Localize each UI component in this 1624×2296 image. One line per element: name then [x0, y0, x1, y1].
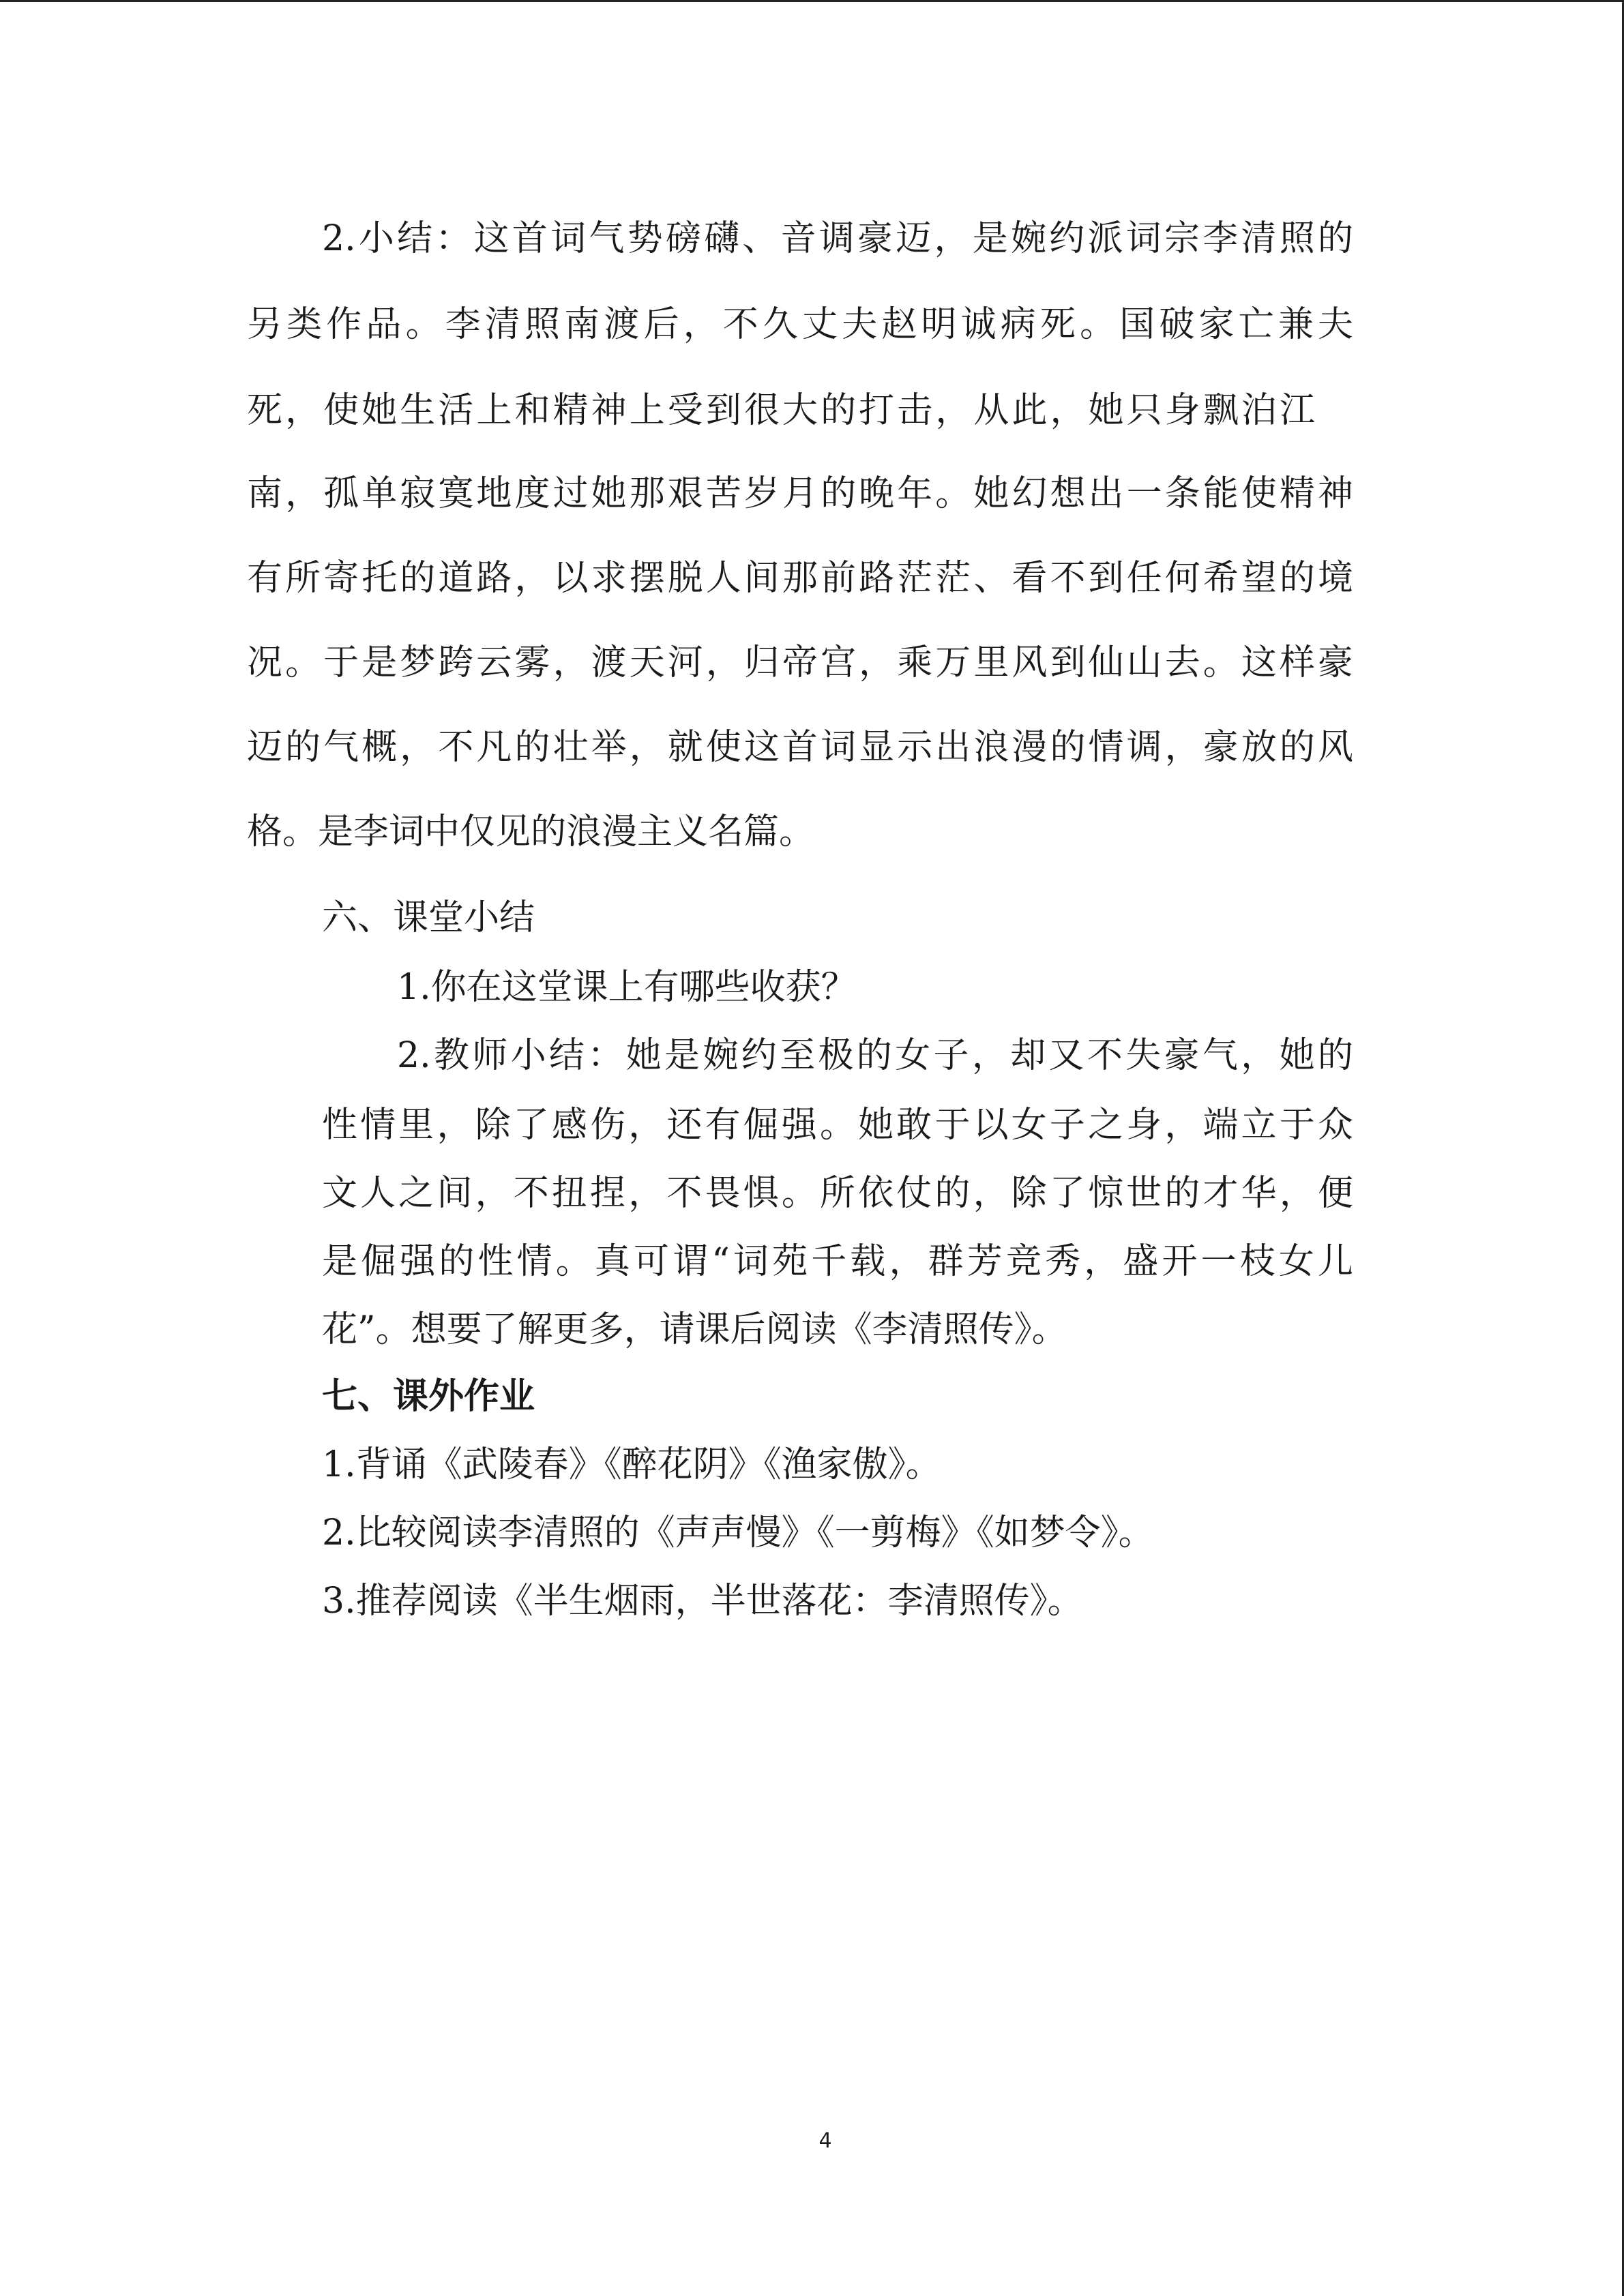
- summary-line-8: 格。是李词中仅见的浪漫主义名篇。: [247, 811, 815, 852]
- section-six-item-2-line-2: 性情里，除了感伤，还有倔强。她敢于以女子之身，端立于众: [322, 1105, 1353, 1146]
- summary-line-3: 死，使她生活上和精神上受到很大的打击，从此，她只身飘泊江: [247, 390, 1315, 431]
- page-number: 4: [818, 2129, 832, 2153]
- summary-line-2: 另类作品。李清照南渡后，不久丈夫赵明诚病死。国破家亡兼夫: [247, 304, 1353, 345]
- homework-item-1: 1.背诵《武陵春》《醉花阴》《渔家傲》。: [322, 1444, 941, 1485]
- summary-line-5: 有所寄托的道路，以求摆脱人间那前路茫茫、看不到任何希望的境: [247, 558, 1353, 599]
- homework-item-3: 3.推荐阅读《半生烟雨，半世落花：李清照传》。: [322, 1581, 1083, 1622]
- section-six-item-1: 1.你在这堂课上有哪些收获？: [397, 967, 857, 1008]
- summary-line-4: 南，孤单寂寞地度过她那艰苦岁月的晚年。她幻想出一条能使精神: [247, 473, 1353, 514]
- section-six-item-2-line-4: 是倔强的性情。真可谓“词苑千载，群芳竞秀，盛开一枝女儿: [322, 1241, 1353, 1282]
- section-six-heading: 六、课堂小结: [322, 897, 535, 938]
- section-seven-heading: 七、课外作业: [322, 1375, 535, 1417]
- summary-line-7: 迈的气概，不凡的壮举，就使这首词显示出浪漫的情调，豪放的风: [247, 727, 1353, 768]
- summary-line-6: 况。于是梦跨云雾，渡天河，归帝宫，乘万里风到仙山去。这样豪: [247, 642, 1353, 683]
- section-six-item-2-line-3: 文人之间，不扭捏，不畏惧。所依仗的，除了惊世的才华，便: [322, 1173, 1353, 1214]
- summary-line-1: 2.小结：这首词气势磅礴、音调豪迈，是婉约派词宗李清照的: [322, 218, 1353, 259]
- homework-item-2: 2.比较阅读李清照的《声声慢》《一剪梅》《如梦令》。: [322, 1512, 1154, 1553]
- section-six-item-2-line-1: 2.教师小结：她是婉约至极的女子，却又不失豪气，她的: [397, 1035, 1353, 1076]
- section-six-item-2-line-5: 花”。想要了解更多，请课后阅读《李清照传》。: [322, 1309, 1067, 1350]
